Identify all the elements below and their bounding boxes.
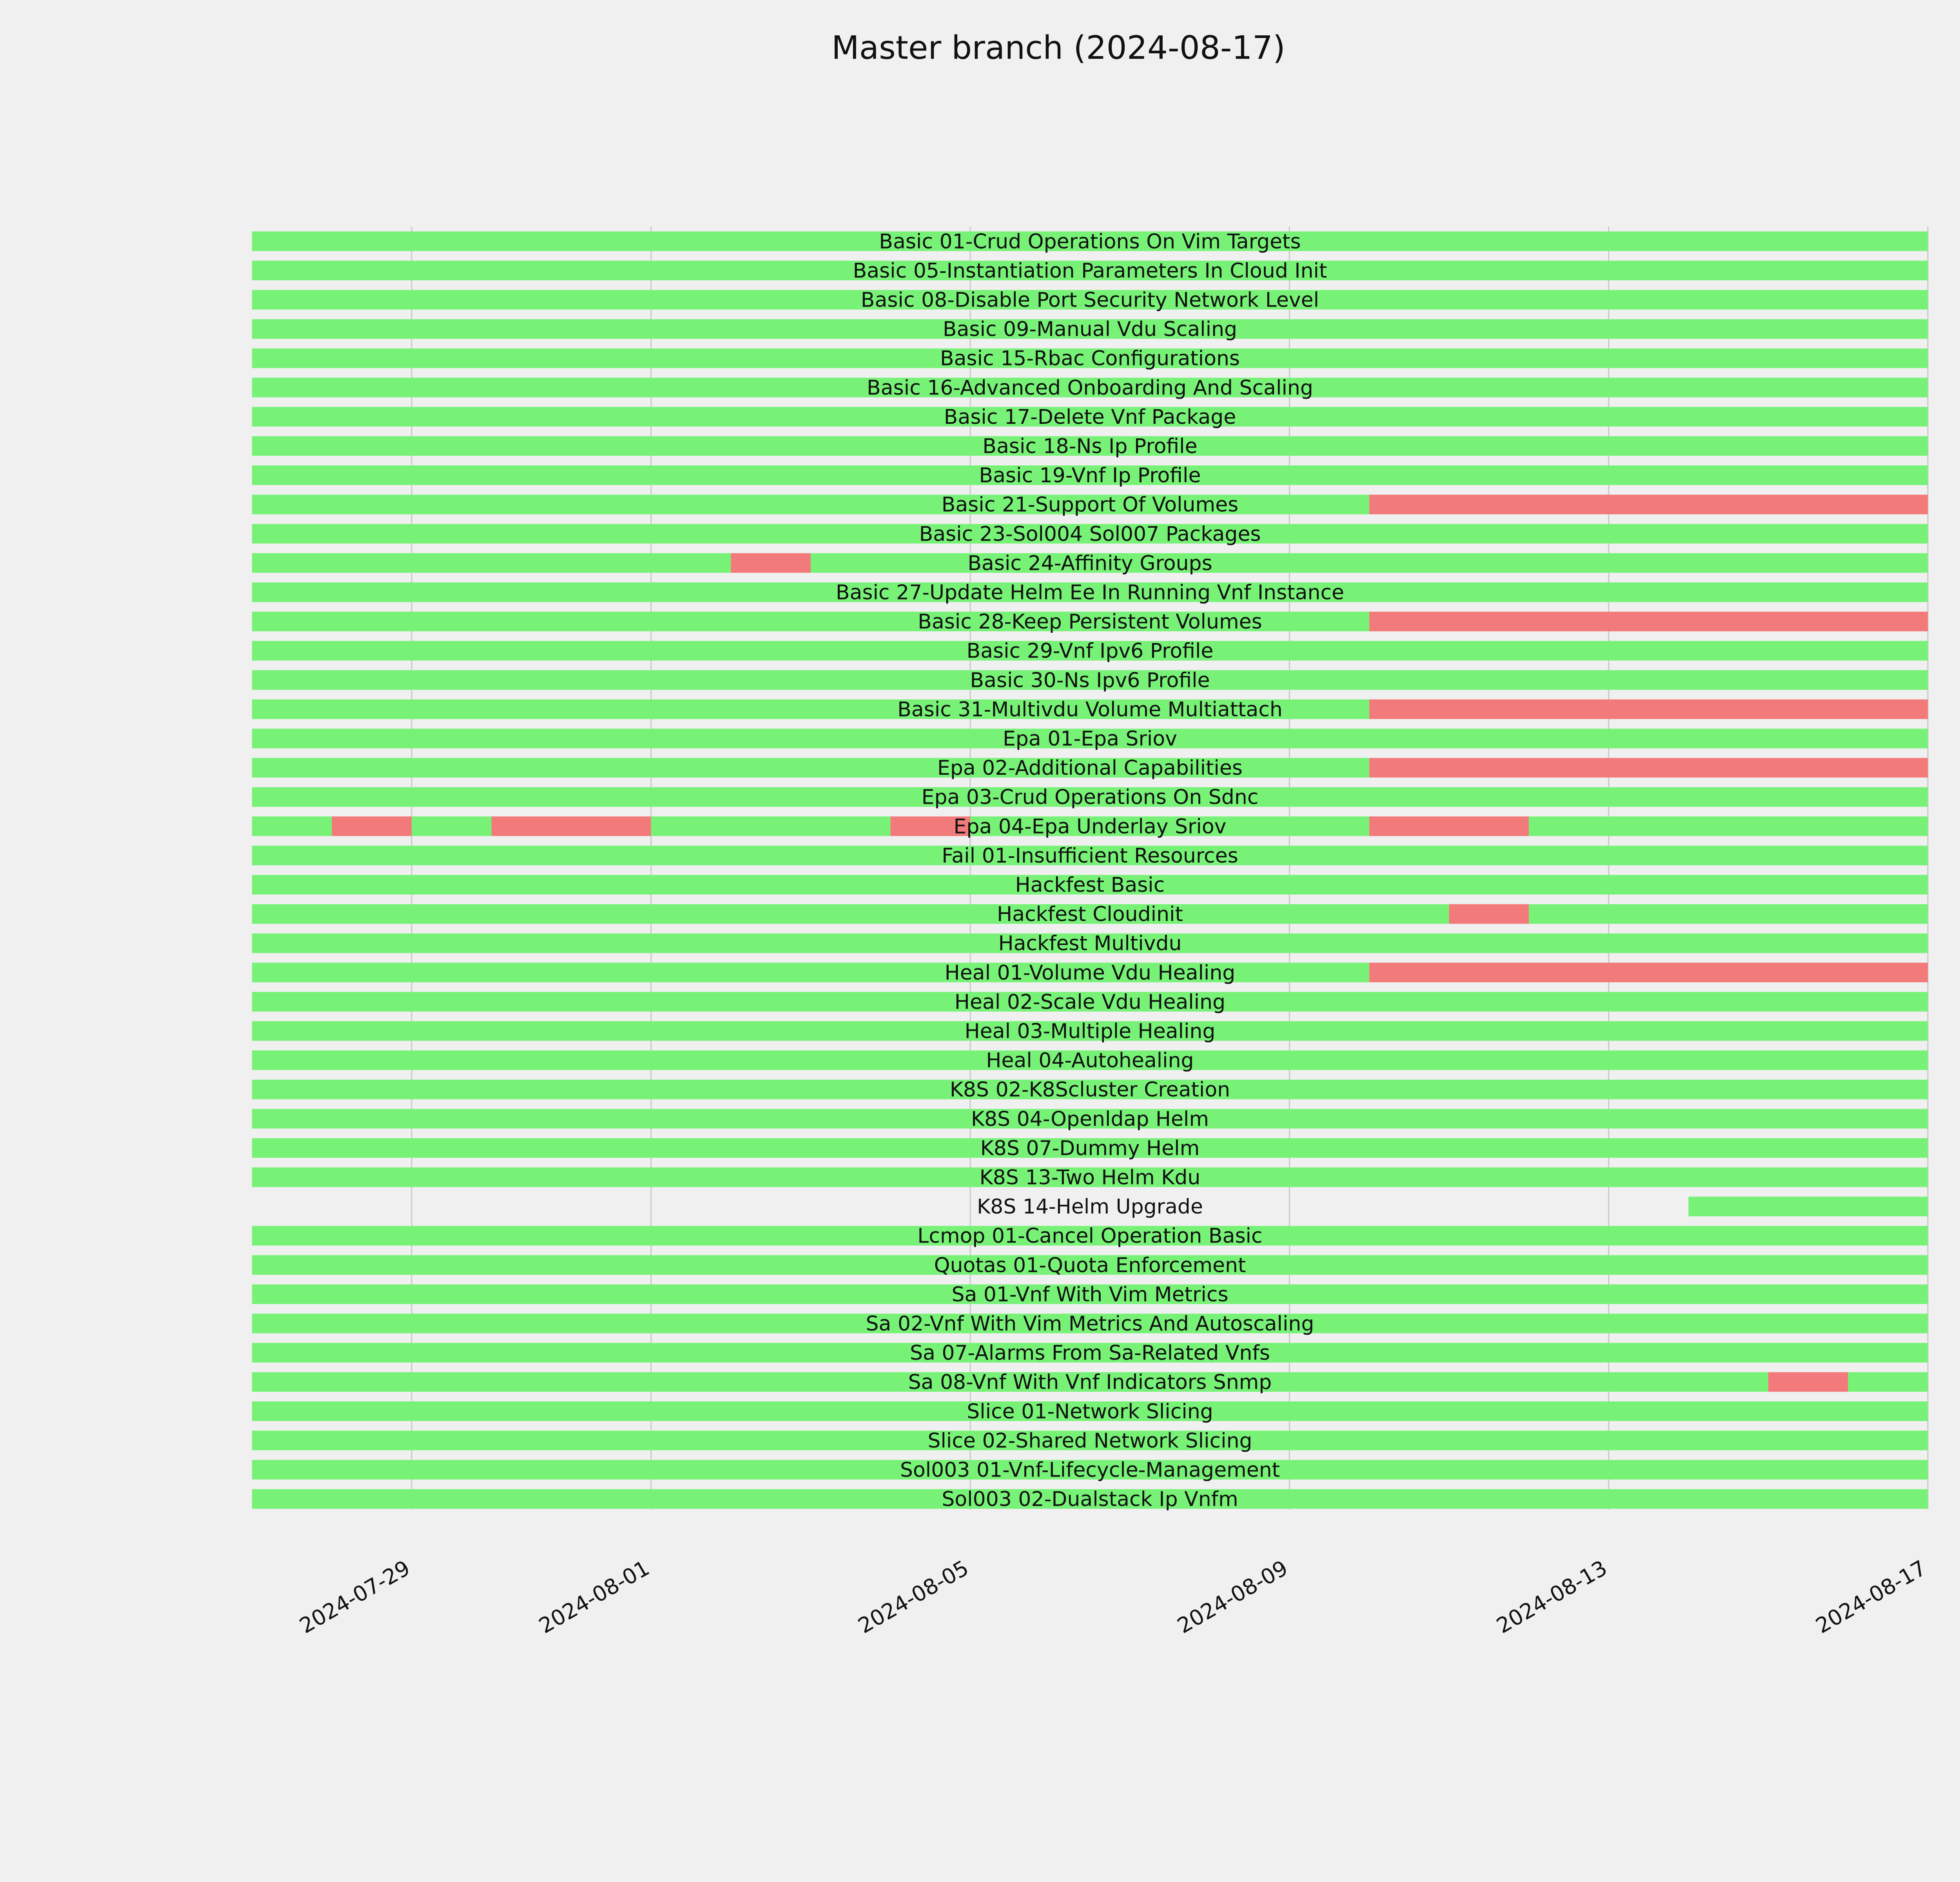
row-label: Basic 05-Instantiation Parameters In Cloud Init — [853, 259, 1327, 283]
row-label: K8S 14-Helm Upgrade — [977, 1195, 1203, 1219]
row-label: Quotas 01-Quota Enforcement — [934, 1253, 1246, 1277]
row-label: K8S 02-K8Scluster Creation — [949, 1078, 1230, 1102]
row-label: Basic 21-Support Of Volumes — [941, 493, 1239, 517]
fail-bar-segment — [1369, 758, 1928, 778]
pass-bar-segment — [252, 816, 332, 836]
row-label: Sa 08-Vnf With Vnf Indicators Snmp — [908, 1370, 1272, 1394]
row-label: Basic 23-Sol004 Sol007 Packages — [919, 522, 1261, 546]
row-label: Slice 02-Shared Network Slicing — [927, 1429, 1252, 1453]
row-label: Basic 08-Disable Port Security Network Level — [860, 288, 1319, 312]
row-label: K8S 13-Two Helm Kdu — [979, 1166, 1201, 1190]
pass-bar-segment — [412, 816, 492, 836]
row-label: Sa 01-Vnf With Vim Metrics — [951, 1283, 1229, 1306]
row-label: Epa 02-Additional Capabilities — [937, 756, 1243, 780]
row-label: Hackfest Multivdu — [998, 932, 1182, 956]
row-label: Hackfest Cloudinit — [997, 903, 1183, 926]
fail-bar-segment — [1768, 1372, 1848, 1392]
row-label: K8S 07-Dummy Helm — [980, 1136, 1200, 1160]
pass-bar-segment — [1529, 904, 1928, 924]
row-label: Basic 19-Vnf Ip Profile — [979, 464, 1201, 488]
fail-bar-segment — [1369, 963, 1928, 982]
pass-bar-segment — [1848, 1372, 1928, 1392]
row-label: Basic 28-Keep Persistent Volumes — [918, 610, 1262, 634]
row-label: Sol003 02-Dualstack Ip Vnfm — [942, 1488, 1238, 1511]
row-label: Epa 03-Crud Operations On Sdnc — [921, 785, 1259, 809]
row-label: Heal 03-Multiple Healing — [964, 1019, 1216, 1043]
row-label: Basic 18-Ns Ip Profile — [982, 434, 1198, 458]
x-tick-label: 2024-08-01 — [535, 1555, 654, 1639]
row-label: Basic 31-Multivdu Volume Multiattach — [897, 698, 1283, 721]
fail-bar-segment — [1369, 612, 1928, 631]
x-tick-label: 2024-08-09 — [1173, 1555, 1292, 1639]
x-tick-label: 2024-07-29 — [295, 1555, 414, 1639]
x-tick-label: 2024-08-05 — [854, 1555, 973, 1639]
row-label: Basic 01-Crud Operations On Vim Targets — [879, 230, 1301, 254]
fail-bar-segment — [1449, 904, 1529, 924]
row-label: Lcmop 01-Cancel Operation Basic — [917, 1224, 1263, 1248]
row-label: Basic 29-Vnf Ipv6 Profile — [966, 639, 1214, 663]
row-label: Heal 01-Volume Vdu Healing — [944, 961, 1236, 985]
fail-bar-segment — [492, 816, 651, 836]
row-label: Basic 16-Advanced Onboarding And Scaling — [867, 376, 1313, 400]
row-label: Sa 02-Vnf With Vim Metrics And Autoscaling — [866, 1312, 1314, 1336]
fail-bar-segment — [1369, 699, 1928, 719]
row-label: Heal 02-Scale Vdu Healing — [954, 990, 1226, 1014]
fail-bar-segment — [1369, 495, 1928, 514]
row-label: Basic 30-Ns Ipv6 Profile — [970, 669, 1210, 692]
row-label: Fail 01-Insufficient Resources — [942, 844, 1238, 868]
row-label: Epa 04-Epa Underlay Sriov — [953, 815, 1227, 839]
pass-bar-segment — [651, 816, 891, 836]
pass-bar-segment — [1688, 1197, 1928, 1216]
row-label: Basic 24-Affinity Groups — [967, 551, 1212, 575]
row-label: Sa 07-Alarms From Sa-Related Vnfs — [910, 1341, 1270, 1365]
row-label: K8S 04-Openldap Helm — [971, 1107, 1209, 1131]
fail-bar-segment — [731, 553, 811, 573]
row-label: Hackfest Basic — [1015, 873, 1165, 897]
pass-bar-segment — [1529, 816, 1928, 836]
row-label: Sol003 01-Vnf-Lifecycle-Management — [900, 1458, 1280, 1482]
x-axis-ticks — [295, 1555, 1930, 1638]
row-label: Basic 09-Manual Vdu Scaling — [942, 318, 1238, 342]
row-label: Basic 15-Rbac Configurations — [940, 347, 1240, 371]
fail-bar-segment — [332, 816, 412, 836]
row-label: Epa 01-Epa Sriov — [1003, 727, 1177, 751]
fail-bar-segment — [1369, 816, 1529, 836]
row-label: Basic 17-Delete Vnf Package — [944, 405, 1236, 429]
row-label: Slice 01-Network Slicing — [967, 1400, 1213, 1424]
x-tick-label: 2024-08-13 — [1492, 1555, 1612, 1639]
x-tick-label: 2024-08-17 — [1811, 1555, 1931, 1639]
pass-bar-segment — [252, 553, 731, 573]
chart-title: Master branch (2024-08-17) — [831, 29, 1285, 67]
row-label: Basic 27-Update Helm Ee In Running Vnf Instance — [835, 581, 1345, 605]
pass-bar-segment — [252, 904, 1449, 924]
row-label: Heal 04-Autohealing — [986, 1049, 1194, 1073]
